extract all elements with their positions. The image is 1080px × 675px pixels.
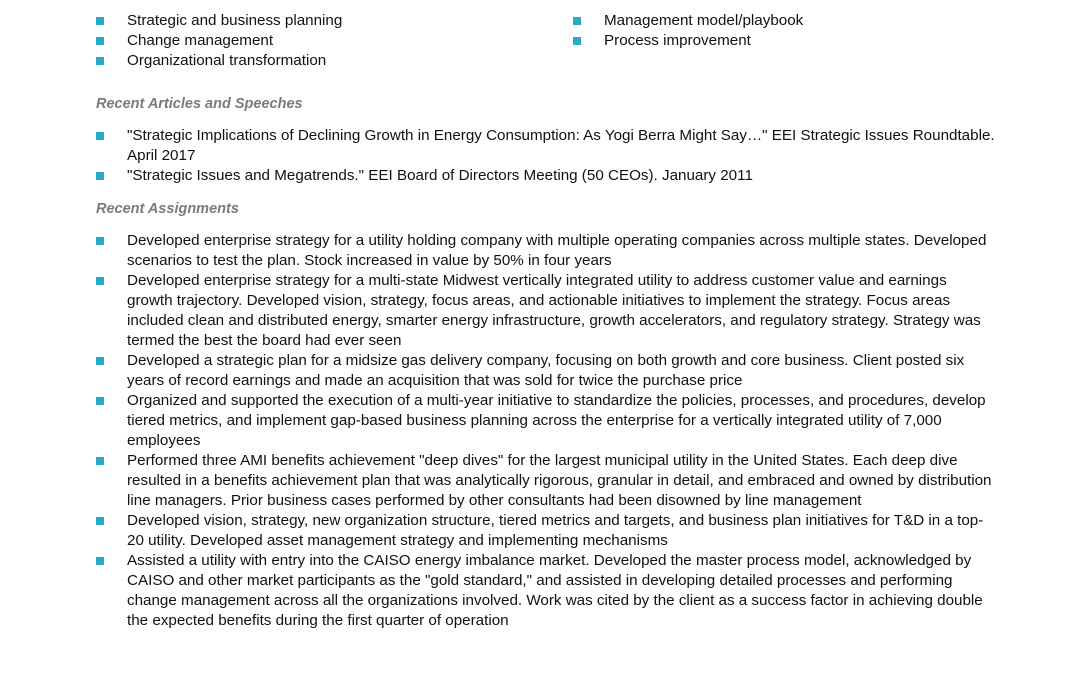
- assignment-text: Organized and supported the execution of a multi-year initiative to standardize the policies, processes, and procedures, develop tiered metrics, and implement gap-based business planning across the enterprise for a vertically integrated utility of 7,000 employees: [127, 392, 986, 449]
- list-item: [96, 51, 536, 71]
- assignment-text: Performed three AMI benefits achievement "deep dives" for the largest municipal utility in the United States. Each deep dive resulted in a benefits achievement plan that was analytically rigorous, granular in detail, and embraced and owned by distribution line managers. Prior business cases performed by other consultants had been disowned by line management: [127, 452, 992, 509]
- list-item: [573, 11, 993, 31]
- articles-list: [96, 126, 996, 186]
- square-bullet-icon: [573, 37, 581, 45]
- skills-list-left: [96, 11, 536, 71]
- assignment-text: Assisted a utility with entry into the CAISO energy imbalance market. Developed the master process model, acknowledged by CAISO and other market participants as the "gold standard," and assisted in developing detailed processes and performing change management across all the organizations involved. Work was cited by the client as a success factor in achieving double the expected benefits during the first quarter of operation: [127, 552, 983, 629]
- assignment-text: Developed a strategic plan for a midsize gas delivery company, focusing on both growth and core business. Client posted six years of record earnings and made an acquisition that was sold for twice the purchase price: [127, 352, 965, 389]
- square-bullet-icon: [96, 132, 104, 140]
- skills-list-right: [573, 11, 993, 51]
- square-bullet-icon: [96, 277, 104, 285]
- list-item: [96, 351, 996, 391]
- list-item: [96, 551, 996, 631]
- list-item: [96, 391, 996, 451]
- square-bullet-icon: [96, 37, 104, 45]
- skill-text: Process improvement: [604, 32, 751, 49]
- list-item: [96, 126, 996, 166]
- square-bullet-icon: [96, 172, 104, 180]
- square-bullet-icon: [573, 17, 581, 25]
- list-item: [96, 11, 536, 31]
- skill-text: Organizational transformation: [127, 52, 327, 69]
- assignment-text: Developed enterprise strategy for a multi-state Midwest vertically integrated utility to address customer value and earnings growth trajectory. Developed vision, strategy, focus areas, and actionable initiatives to implement the strategy. Focus areas included clean and distributed energy, smarter energy infrastructure, growth accelerators, and regulatory strategy. Strategy was termed the best the board had ever seen: [127, 272, 981, 349]
- list-item: [573, 31, 993, 51]
- article-text: "Strategic Issues and Megatrends." EEI Board of Directors Meeting (50 CEOs). January 2011: [127, 167, 753, 184]
- list-item: [96, 166, 996, 186]
- assignment-text: Developed vision, strategy, new organization structure, tiered metrics and targets, and business plan initiatives for T&D in a top-20 utility. Developed asset management strategy and implementing mechanisms: [127, 512, 984, 549]
- square-bullet-icon: [96, 457, 104, 465]
- assignments-list: [96, 231, 996, 631]
- square-bullet-icon: [96, 357, 104, 365]
- skill-text: Strategic and business planning: [127, 12, 343, 29]
- square-bullet-icon: [96, 57, 104, 65]
- list-item: [96, 31, 536, 51]
- square-bullet-icon: [96, 557, 104, 565]
- square-bullet-icon: [96, 17, 104, 25]
- list-item: [96, 451, 996, 511]
- list-item: [96, 231, 996, 271]
- skill-text: Change management: [127, 32, 274, 49]
- square-bullet-icon: [96, 237, 104, 245]
- articles-heading: Recent Articles and Speeches: [96, 96, 303, 112]
- list-item: [96, 271, 996, 351]
- assignments-heading: Recent Assignments: [96, 201, 239, 217]
- article-text: "Strategic Implications of Declining Growth in Energy Consumption: As Yogi Berra Might Say…" EEI Strategic Issues Roundtable. April 2017: [127, 127, 995, 164]
- skill-text: Management model/playbook: [604, 12, 804, 29]
- assignment-text: Developed enterprise strategy for a utility holding company with multiple operating companies across multiple states. Developed scenarios to test the plan. Stock increased in value by 50% in four years: [127, 232, 987, 269]
- square-bullet-icon: [96, 397, 104, 405]
- square-bullet-icon: [96, 517, 104, 525]
- list-item: [96, 511, 996, 551]
